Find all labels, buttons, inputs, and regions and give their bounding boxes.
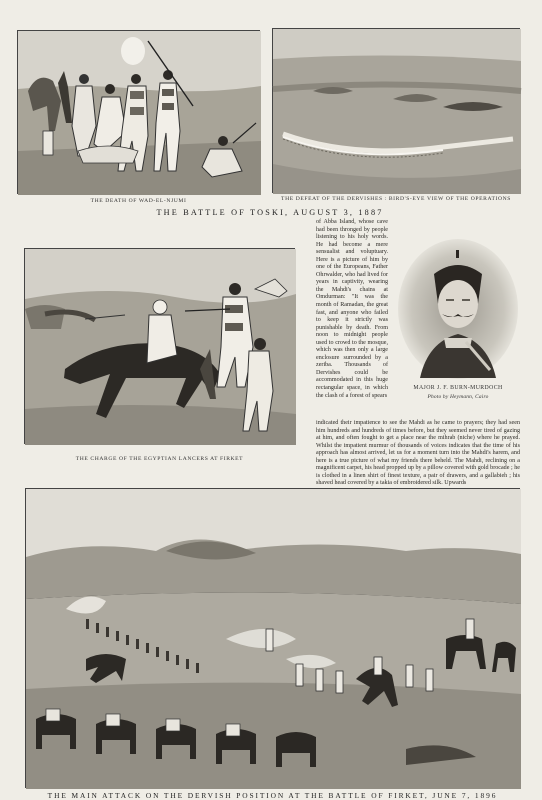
section-title-battle-of-toski: THE BATTLE OF TOSKI, AUGUST 3, 1887: [156, 208, 384, 217]
article-text-wide: indicated their impatience to see the Mahdi as he came to prayers; they had seen him hundreds and hundreds of times before, but they seemed never tired of gazing at him, and often fought to get a place near the mihrab (niche) where he prayed. Whilst the impatient murmur of thousands of voices indicates that the time of his approach has almost arrived, let us for a moment turn into the Mahdi's harem, and here is a true picture of what my friends there beheld. The Mahdi, reclining on a magnificent carpet, his head propped up by a pillow covered with gold brocade ; he is clothed in a linen shirt of finest texture, a pair of drawers, and a gallabieh ; his shaved head covered by a takia of embroidered silk. Upwards: [316, 420, 520, 487]
portrait-name: MAJOR J. F. BURN-MURDOCH: [413, 385, 503, 391]
engraving-main-attack-firket: [25, 488, 520, 788]
engraving-charge-of-egyptian-lancers: [24, 248, 295, 444]
caption-charge-of-egyptian-lancers: THE CHARGE OF THE EGYPTIAN LANCERS AT FIRKET: [75, 456, 244, 462]
portrait-major-burn-murdoch: [396, 238, 520, 380]
portrait-photo-credit: Photo by Heymann, Cairo: [427, 394, 489, 400]
engraving-birds-eye-view: [272, 28, 520, 193]
caption-birds-eye-view: THE DEFEAT OF THE DERVISHES : BIRD'S-EYE VIEW OF THE OPERATIONS: [281, 196, 511, 202]
caption-main-attack-firket: THE MAIN ATTACK ON THE DERVISH POSITION AT THE BATTLE OF FIRKET, JUNE 7, 1896: [47, 791, 498, 800]
engraving-death-of-wad-el-njumi: [17, 30, 260, 194]
caption-death-of-wad-el-njumi: THE DEATH OF WAD-EL-NJUMI: [90, 198, 187, 204]
article-text-narrow: of Abba Island, whose cave had been thronged by people listening to his holy words. He had become a mere sensualist and voluptuary. Here is a picture of him by one of the Europeans, Father Ohrwalder, who had lived for years in captivity, wearing the Mahdi's chains at Omdurman: "It was the month of Ramadan, the great fast, and anyone who failed to keep it strictly was punishable by death. From noon to midnight people used to crowd to the mosque, which was then only a large enclosure surrounded by a zeriba. Thousands of Dervishes could be accommodated in this huge rectangular space, in which the clash of a forest of spears: [316, 219, 389, 399]
